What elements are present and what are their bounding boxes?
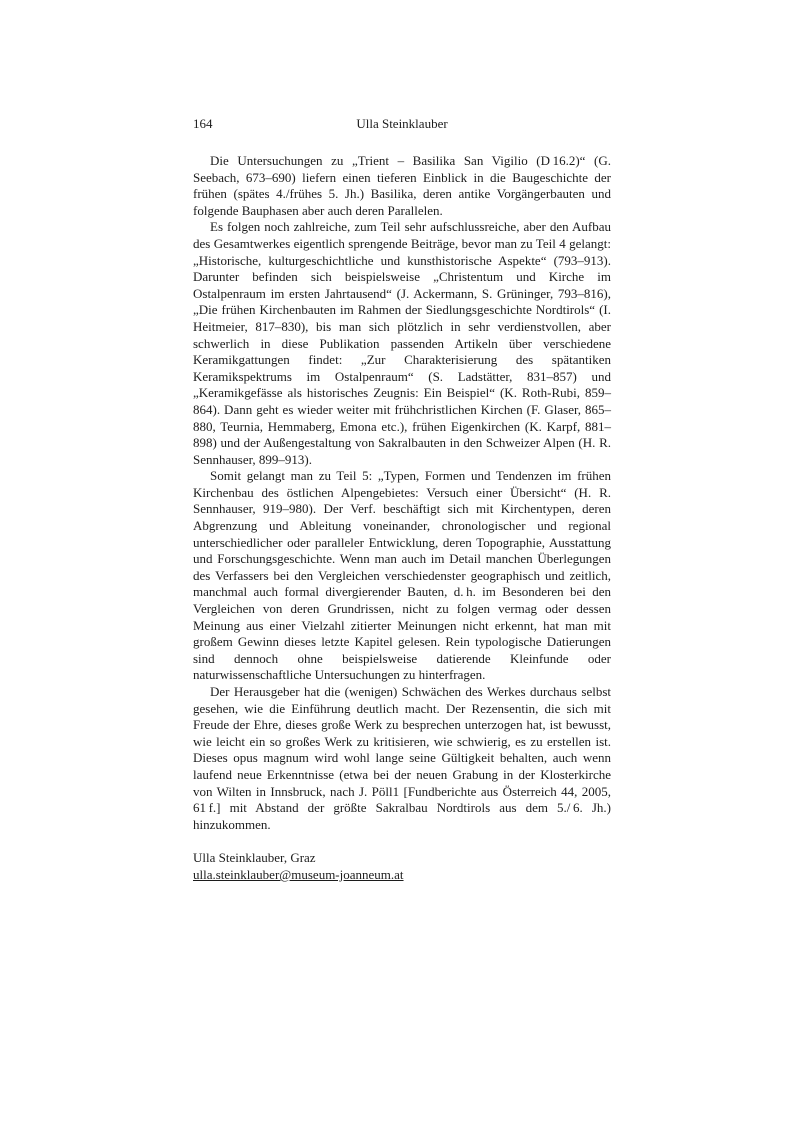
author-email-line [193, 867, 611, 884]
paragraph-4: Der Herausgeber hat die (wenigen) Schwächen des Werkes durchaus selbst gesehen, wie die Einführung deutlich macht. Der Rezensentin, die sich mit Freude der Ehre, dieses große Werk zu besprechen unterzogen hat, ist bewusst, wie leicht ein so großes Werk zu kritisieren, wie schwierig, es zu erstellen ist. Dieses opus magnum wird wohl lange seine Gültigkeit behalten, auch wenn laufend neue Erkenntnisse (etwa bei der neuen Grabung in der Klosterkirche von Wilten in Innsbruck, nach J. Pöll1 [Fundberichte aus Österreich 44, 2005, 61 f.] mit Abstand der größte Sakralbau Nordtirols aus dem 5./ 6. Jh.) hinzukommen. [193, 684, 611, 832]
running-head: Ulla Steinklauber [356, 116, 448, 131]
author-signature-block [193, 850, 611, 883]
paragraph-2: Es folgen noch zahlreiche, zum Teil sehr aufschlussreiche, aber den Aufbau des Gesamtwerkes eigentlich sprengende Beiträge, bevor man zu Teil 4 gelangt: „Historische, kulturgeschichtliche und kunsthistorische Aspekte“ (793–913). Darunter befinden sich beispielsweise „Christentum und Kirche im Ostalpenraum im ersten Jahrtausend“ (J. Ackermann, S. Grüninger, 793–816), „Die frühen Kirchenbauten im Rahmen der Siedlungsgeschichte Nordtirols“ (I. Heitmeier, 817–830), bis man sich plötzlich in sehr verdienstvollen, aber schwerlich in diese Publikation passenden Artikeln über verschiedene Keramikgattungen findet: „Zur Charakterisierung des spätantiken Keramikspektrums im Ostalpenraum“ (S. Ladstätter, 831–857) und „Keramikgefässe als historisches Zeugnis: Ein Beispiel“ (K. Roth-Rubi, 859–864). Dann geht es wieder weiter mit frühchristlichen Kirchen (F. Glaser, 865–880, Teurnia, Hemmaberg, Emona etc.), frühen Eigenkirchen (K. Karpf, 881–898) und der Außengestaltung von Sakralbauten in den Schweizer Alpen (H. R. Sennhauser, 899–913). [193, 219, 611, 467]
paragraph-1: Die Untersuchungen zu „Trient – Basilika San Vigilio (D 16.2)“ (G. Seebach, 673–690) liefern einen tieferen Einblick in die Baugeschichte der frühen (spätes 4./frühes 5. Jh.) Basilika, deren antike Vorgängerbauten und folgende Bauphasen aber auch deren Parallelen. [193, 153, 611, 218]
text-column [193, 115, 611, 884]
page-number: 164 [193, 116, 213, 131]
paragraph-3: Somit gelangt man zu Teil 5: „Typen, Formen und Tendenzen im frühen Kirchenbau des östlichen Alpengebietes: Versuch einer Übersicht“ (H. R. Sennhauser, 919–980). Der Verf. beschäftigt sich mit Kirchentypen, deren Abgrenzung und Ableitung voneinander, chronologischer und regional unterschiedlicher oder paralleler Entwicklung, deren Topographie, Ausstattung und Forschungsgeschichte. Wenn man auch im Detail manchen Überlegungen des Verfassers bei den Vergleichen verschiedenster geographisch und zeitlich, manchmal auch formal divergierender Bauten, d. h. im Besonderen bei den Vergleichen von deren Grundrissen, nicht zu folgen vermag oder dessen Meinung aus einer Vielzahl zitierter Meinungen nicht erkennt, hat man mit großem Gewinn dieses letzte Kapitel gelesen. Rein typologische Datierungen sind dennoch ohne beispielsweise datierende Kleinfunde oder naturwissenschaftliche Untersuchungen zu hinterfragen. [193, 468, 611, 683]
author-email-link[interactable]: ulla.steinklauber@museum-joanneum.at [193, 866, 404, 882]
page-header [193, 115, 611, 132]
author-signature: Ulla Steinklauber, Graz [193, 850, 316, 866]
review-body [193, 153, 611, 833]
